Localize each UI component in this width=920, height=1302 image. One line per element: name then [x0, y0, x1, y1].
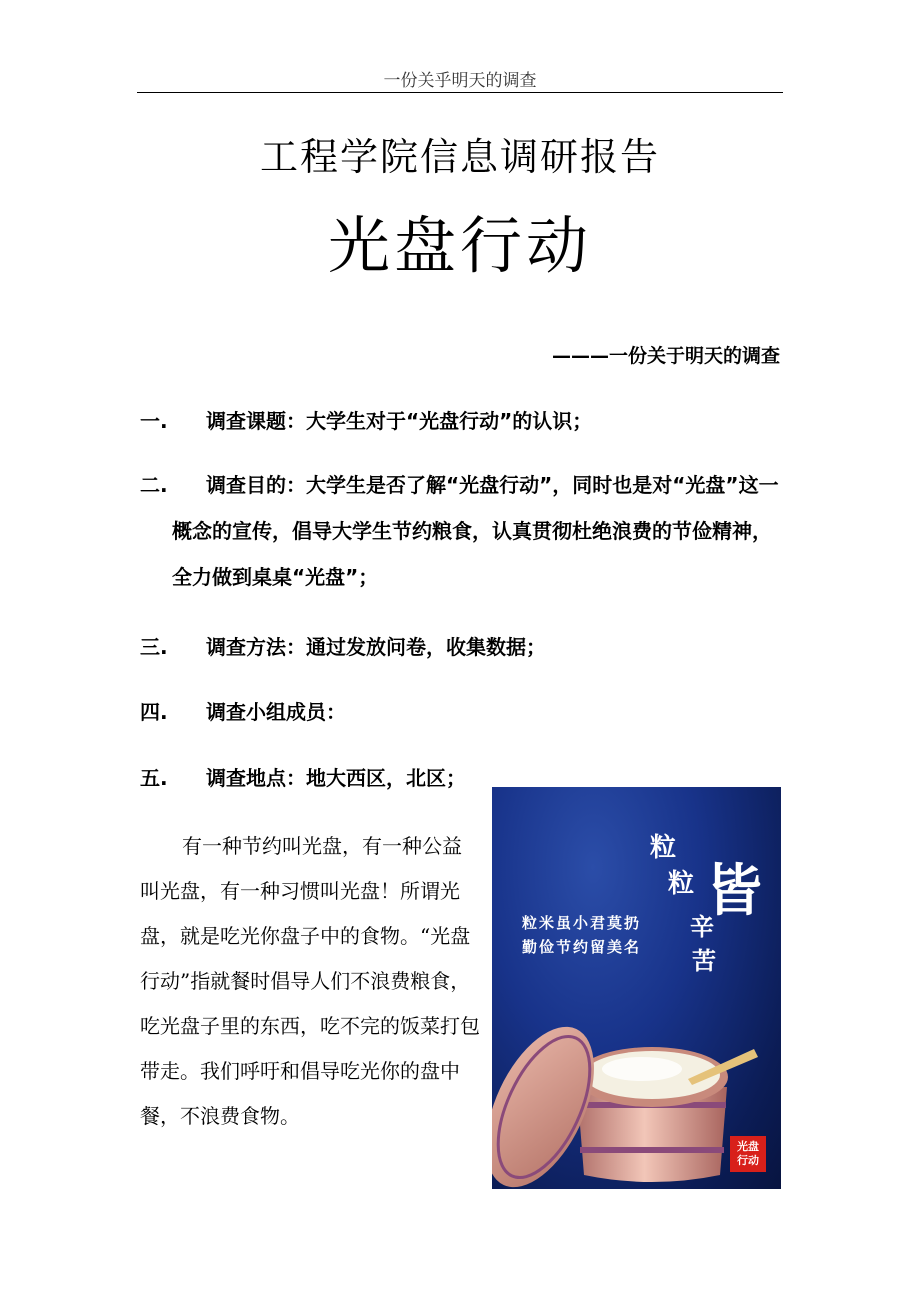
header-divider	[137, 92, 783, 93]
section-text: 调查方法：通过发放问卷，收集数据；	[206, 635, 546, 659]
running-header: 一份关乎明天的调查	[383, 71, 537, 91]
section-number: 五.	[140, 766, 168, 790]
campaign-title: 光盘行动	[327, 209, 592, 282]
intro-paragraph: 有一种节约叫光盘，有一种公益叫光盘，有一种习惯叫光盘！所谓光盘，就是吃光你盘子中的食物。“光盘行动”指就餐时倡导人们不浪费粮食，吃光盘子里的东西，吃不完的饭菜打包带走。我们呼吁和倡导吃光你的盘中餐，不浪费食物。	[140, 834, 480, 1128]
stamp-line: 光盘	[737, 1140, 759, 1153]
section-text: 调查小组成员：	[206, 700, 346, 724]
section-text: 调查课题：大学生对于“光盘行动”的认识；	[206, 409, 593, 433]
section-number: 四.	[140, 700, 168, 724]
calligraphy-char: 粒	[650, 833, 677, 863]
stamp-line: 行动	[737, 1154, 759, 1167]
section-item-purpose	[140, 462, 785, 600]
poster-slogan-line1: 粒米虽小君莫扔	[522, 914, 642, 932]
calligraphy-char: 辛	[690, 912, 714, 941]
section-number: 二.	[140, 473, 168, 497]
section-item-members	[140, 689, 785, 735]
clean-plate-poster-image	[492, 787, 781, 1189]
section-number: 三.	[140, 635, 168, 659]
section-item-method	[140, 624, 785, 670]
poster-slogan-line2: 勤俭节约留美名	[522, 938, 642, 956]
report-subtitle: ———一份关于明天的调查	[551, 345, 780, 367]
calligraphy-char: 皆	[706, 858, 762, 924]
section-number: 一.	[140, 409, 168, 433]
report-title: 工程学院信息调研报告	[259, 135, 660, 179]
section-text: 调查目的：大学生是否了解“光盘行动”，同时也是对“光盘”这一概念的宣传，倡导大学生节约粮食，认真贯彻杜绝浪费的节俭精神，全力做到桌桌“光盘”；	[172, 473, 779, 589]
calligraphy-char: 粒	[668, 869, 695, 899]
section-text: 调查地点：地大西区，北区；	[206, 766, 466, 790]
section-item-topic	[140, 398, 785, 444]
calligraphy-char: 苦	[692, 946, 716, 975]
poster-logo-stamp	[730, 1136, 766, 1172]
